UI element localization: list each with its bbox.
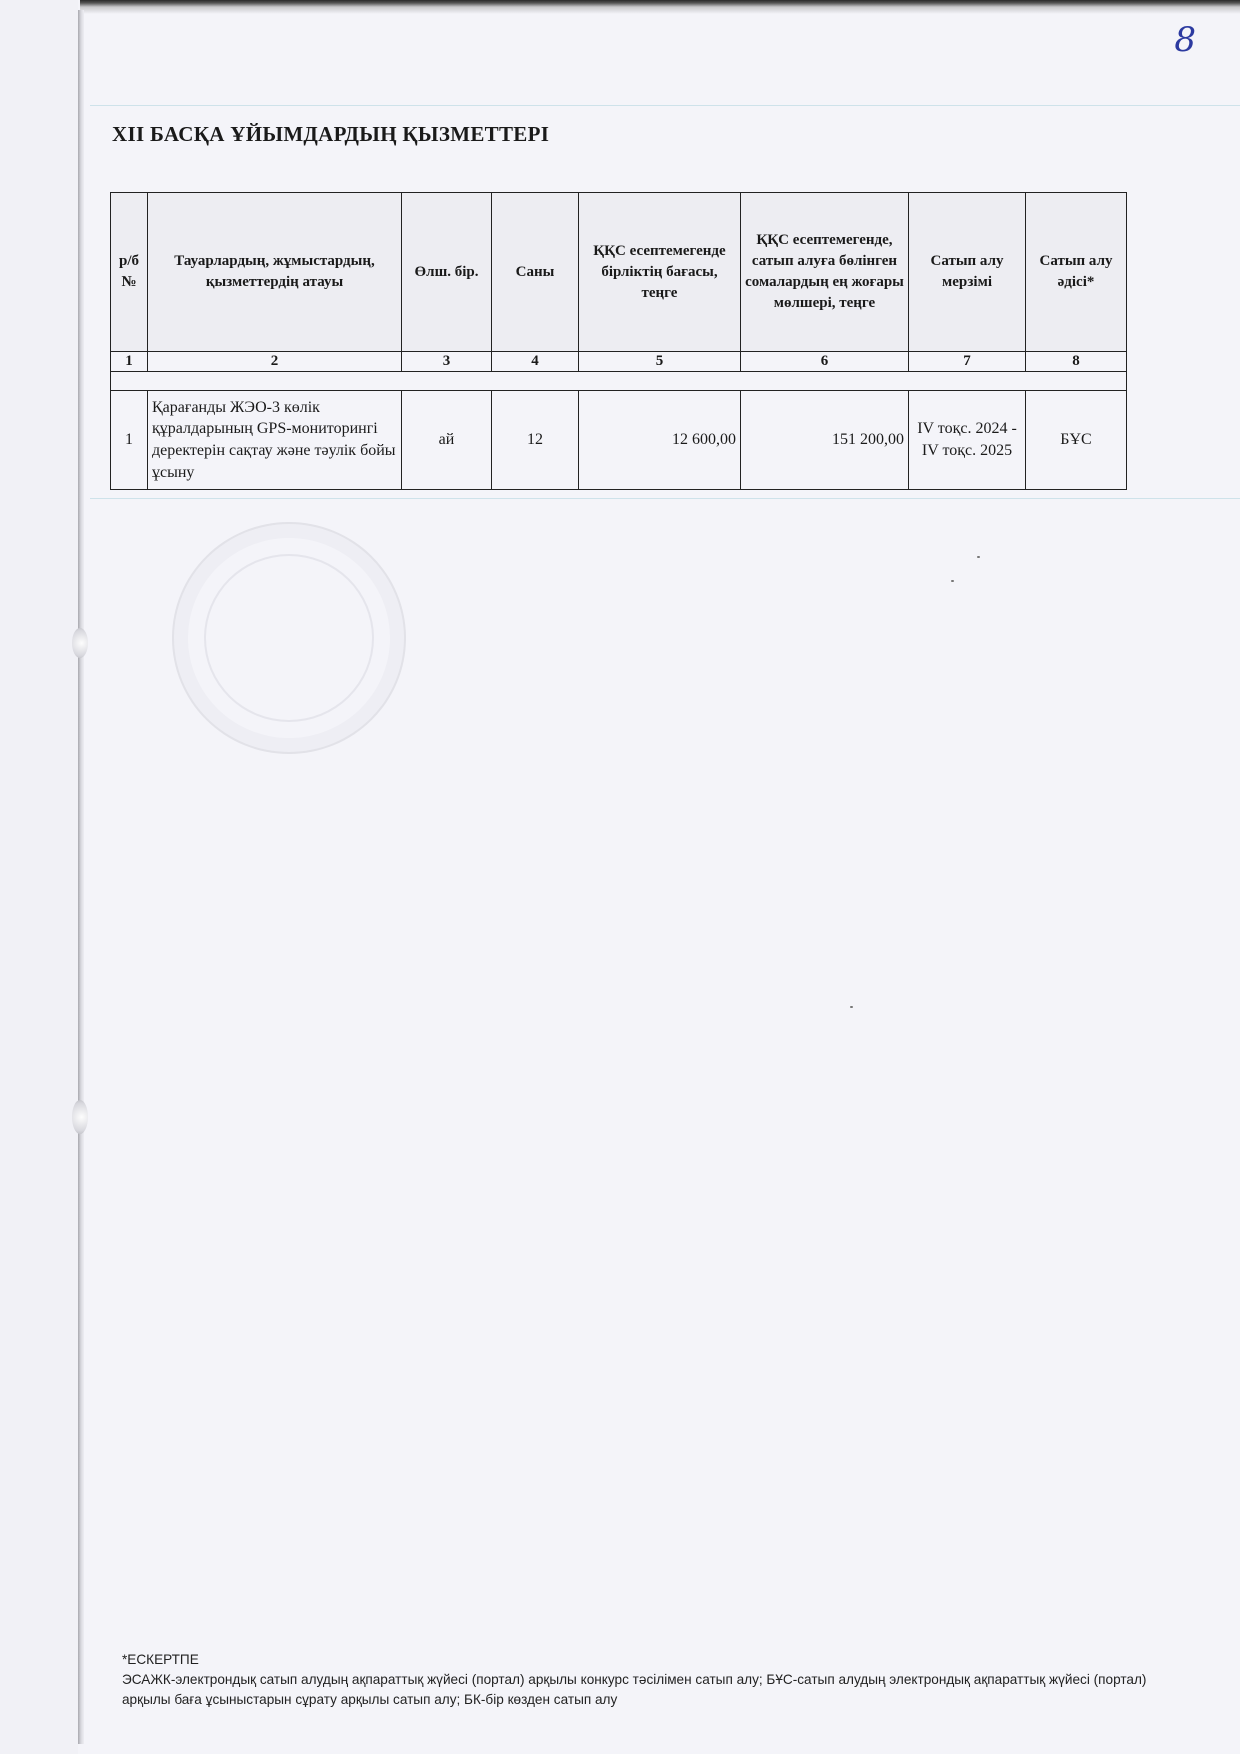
spacer-cell [111, 372, 1127, 391]
page-number: 8 [1174, 20, 1196, 60]
footnote-text: ЭСАЖК-электрондық сатып алудың ақпараттық жүйесі (портал) арқылы конкурс тәсілімен сатып алу; БҰС-сатып алудың электрондық ақпараттық жүйесі (портал) арқылы баға ұсыныстарын сұрату арқылы сатып алу; БК-бір көзден сатып алу [122, 1672, 1147, 1707]
cell-period: IV тоқс. 2024 - IV тоқс. 2025 [909, 391, 1026, 490]
header-cell-method: Сатып алу әдісі* [1026, 193, 1127, 352]
cell-unit: ай [402, 391, 492, 490]
page-margin [0, 0, 78, 1754]
cell-number: 1 [111, 391, 148, 490]
column-number: 2 [148, 352, 402, 372]
column-number: 1 [111, 352, 148, 372]
column-number: 5 [579, 352, 741, 372]
footnote [122, 1650, 1162, 1710]
cell-max-amount: 151 200,00 [741, 391, 909, 490]
column-number: 6 [741, 352, 909, 372]
spacer-row [111, 372, 1127, 391]
table-header-row [111, 193, 1127, 352]
faded-stamp [172, 522, 406, 754]
header-cell-unit: Өлш. бір. [402, 193, 492, 352]
column-number: 7 [909, 352, 1026, 372]
scan-speck [850, 1006, 853, 1008]
scan-left-edge [78, 10, 84, 1744]
column-number: 3 [402, 352, 492, 372]
column-number: 8 [1026, 352, 1127, 372]
column-number: 4 [492, 352, 579, 372]
table-row [111, 391, 1127, 490]
punch-hole [72, 1100, 88, 1134]
header-cell-period: Сатып алу мерзімі [909, 193, 1026, 352]
footnote-title: *ЕСКЕРТПЕ [122, 1652, 199, 1667]
header-cell-name: Тауарлардың, жұмыстардың, қызметтердің атауы [148, 193, 402, 352]
cell-method: БҰС [1026, 391, 1127, 490]
cell-unit-price: 12 600,00 [579, 391, 741, 490]
cell-name: Қарағанды ЖЭО-3 көлік құралдарының GPS-мониторингі деректерін сақтау және тәулік бойы ұсыну [148, 391, 402, 490]
column-number-row [111, 352, 1127, 372]
header-cell-unit-price: ҚҚС есептемегенде бірліктің бағасы, теңге [579, 193, 741, 352]
header-cell-max-amount: ҚҚС есептемегенде, сатып алуға бөлінген сомалардың ең жоғары мөлшері, теңге [741, 193, 909, 352]
cell-quantity: 12 [492, 391, 579, 490]
ruled-line [90, 105, 1240, 106]
punch-hole [72, 628, 88, 658]
scan-speck [977, 556, 980, 558]
scan-speck [951, 580, 954, 582]
header-cell-quantity: Саны [492, 193, 579, 352]
ruled-line [90, 498, 1240, 499]
scan-top-edge [80, 0, 1240, 14]
procurement-table [110, 192, 1127, 490]
header-cell-number: р/б № [111, 193, 148, 352]
section-title: XII БАСҚА ҰЙЫМДАРДЫҢ ҚЫЗМЕТТЕРІ [112, 122, 550, 146]
